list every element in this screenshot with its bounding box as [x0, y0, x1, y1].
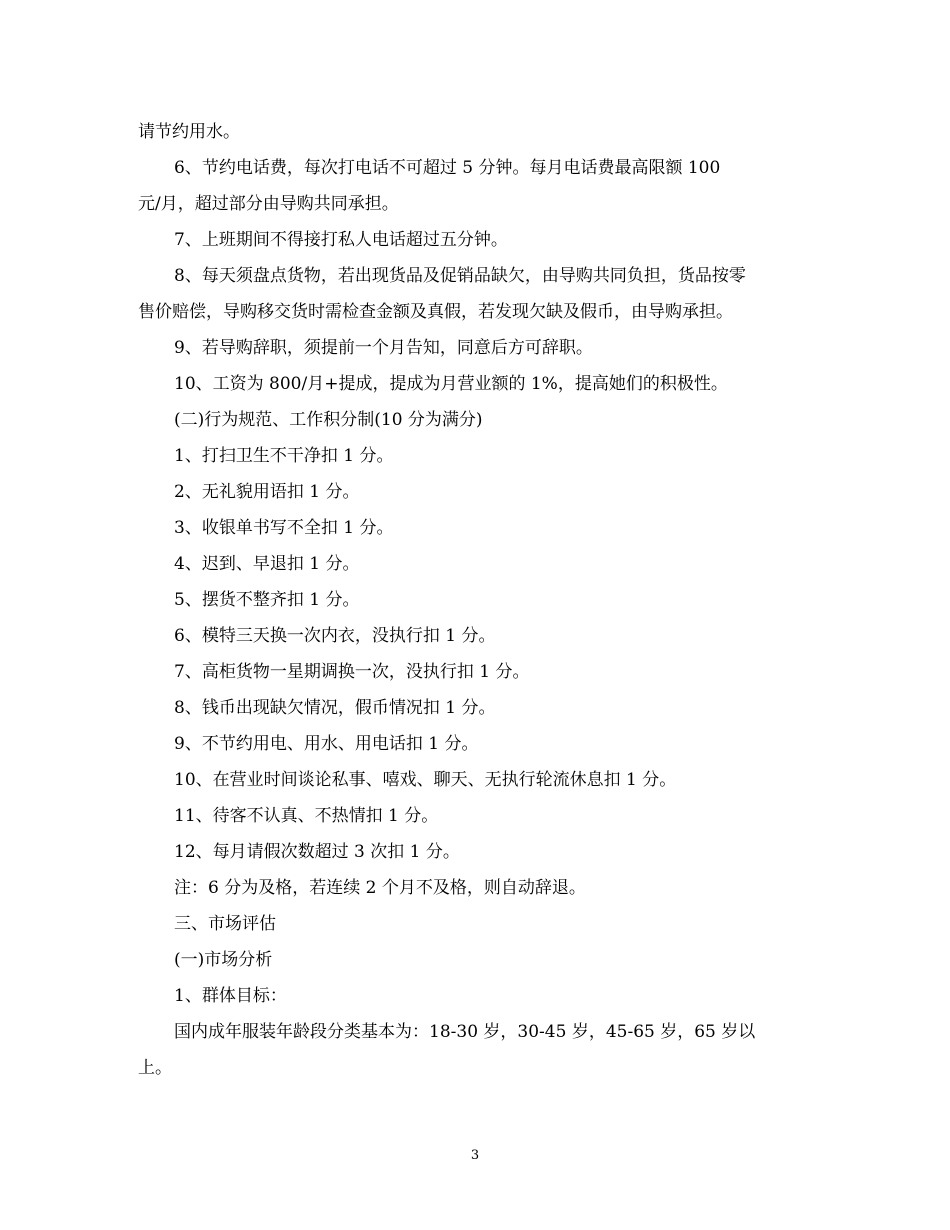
text-line: 上。: [138, 1058, 172, 1078]
text-line: 4、迟到、早退扣 1 分。: [174, 554, 360, 574]
text-line: 1、群体目标：: [174, 986, 287, 1006]
text-line: 7、上班期间不得接打私人电话超过五分钟。: [174, 230, 508, 250]
text-line: 10、工资为 800/月+提成，提成为月营业额的 1%，提高她们的积极性。: [174, 374, 728, 394]
text-line: 9、不节约用电、用水、用电话扣 1 分。: [174, 734, 479, 754]
page-number: 3: [470, 1148, 480, 1163]
text-line: 1、打扫卫生不干净扣 1 分。: [174, 446, 394, 466]
section-heading: 三、市场评估: [174, 914, 276, 934]
section-heading: (二)行为规范、工作积分制(10 分为满分): [174, 410, 483, 430]
note-line: 注：6 分为及格，若连续 2 个月不及格，则自动辞退。: [174, 878, 586, 898]
text-line: 请节约用水。: [138, 122, 240, 142]
text-line: 7、高柜货物一星期调换一次，没执行扣 1 分。: [174, 662, 530, 682]
text-line: 3、收银单书写不全扣 1 分。: [174, 518, 394, 538]
text-line: 9、若导购辞职，须提前一个月告知，同意后方可辞职。: [174, 338, 593, 358]
text-line: 元/月，超过部分由导购共同承担。: [138, 194, 399, 214]
text-line: 11、待客不认真、不热情扣 1 分。: [174, 806, 439, 826]
text-line: 售价赔偿，导购移交货时需检查金额及真假，若发现欠缺及假币，由导购承担。: [138, 302, 733, 322]
text-line: 10、在营业时间谈论私事、嘻戏、聊天、无执行轮流休息扣 1 分。: [174, 770, 677, 790]
text-line: 6、节约电话费，每次打电话不可超过 5 分钟。每月电话费最高限额 100: [174, 158, 721, 178]
text-line: 国内成年服装年龄段分类基本为：18-30 岁，30-45 岁，45-65 岁，65 岁以: [174, 1022, 756, 1042]
text-line: 8、每天须盘点货物，若出现货品及促销品缺欠，由导购共同负担，货品按零: [174, 266, 746, 286]
text-line: 6、模特三天换一次内衣，没执行扣 1 分。: [174, 626, 496, 646]
text-line: 12、每月请假次数超过 3 次扣 1 分。: [174, 842, 460, 862]
text-line: 8、钱币出现缺欠情况，假币情况扣 1 分。: [174, 698, 496, 718]
section-heading: (一)市场分析: [174, 950, 273, 970]
text-line: 2、无礼貌用语扣 1 分。: [174, 482, 360, 502]
document-body: [138, 114, 818, 1086]
text-line: 5、摆货不整齐扣 1 分。: [174, 590, 360, 610]
